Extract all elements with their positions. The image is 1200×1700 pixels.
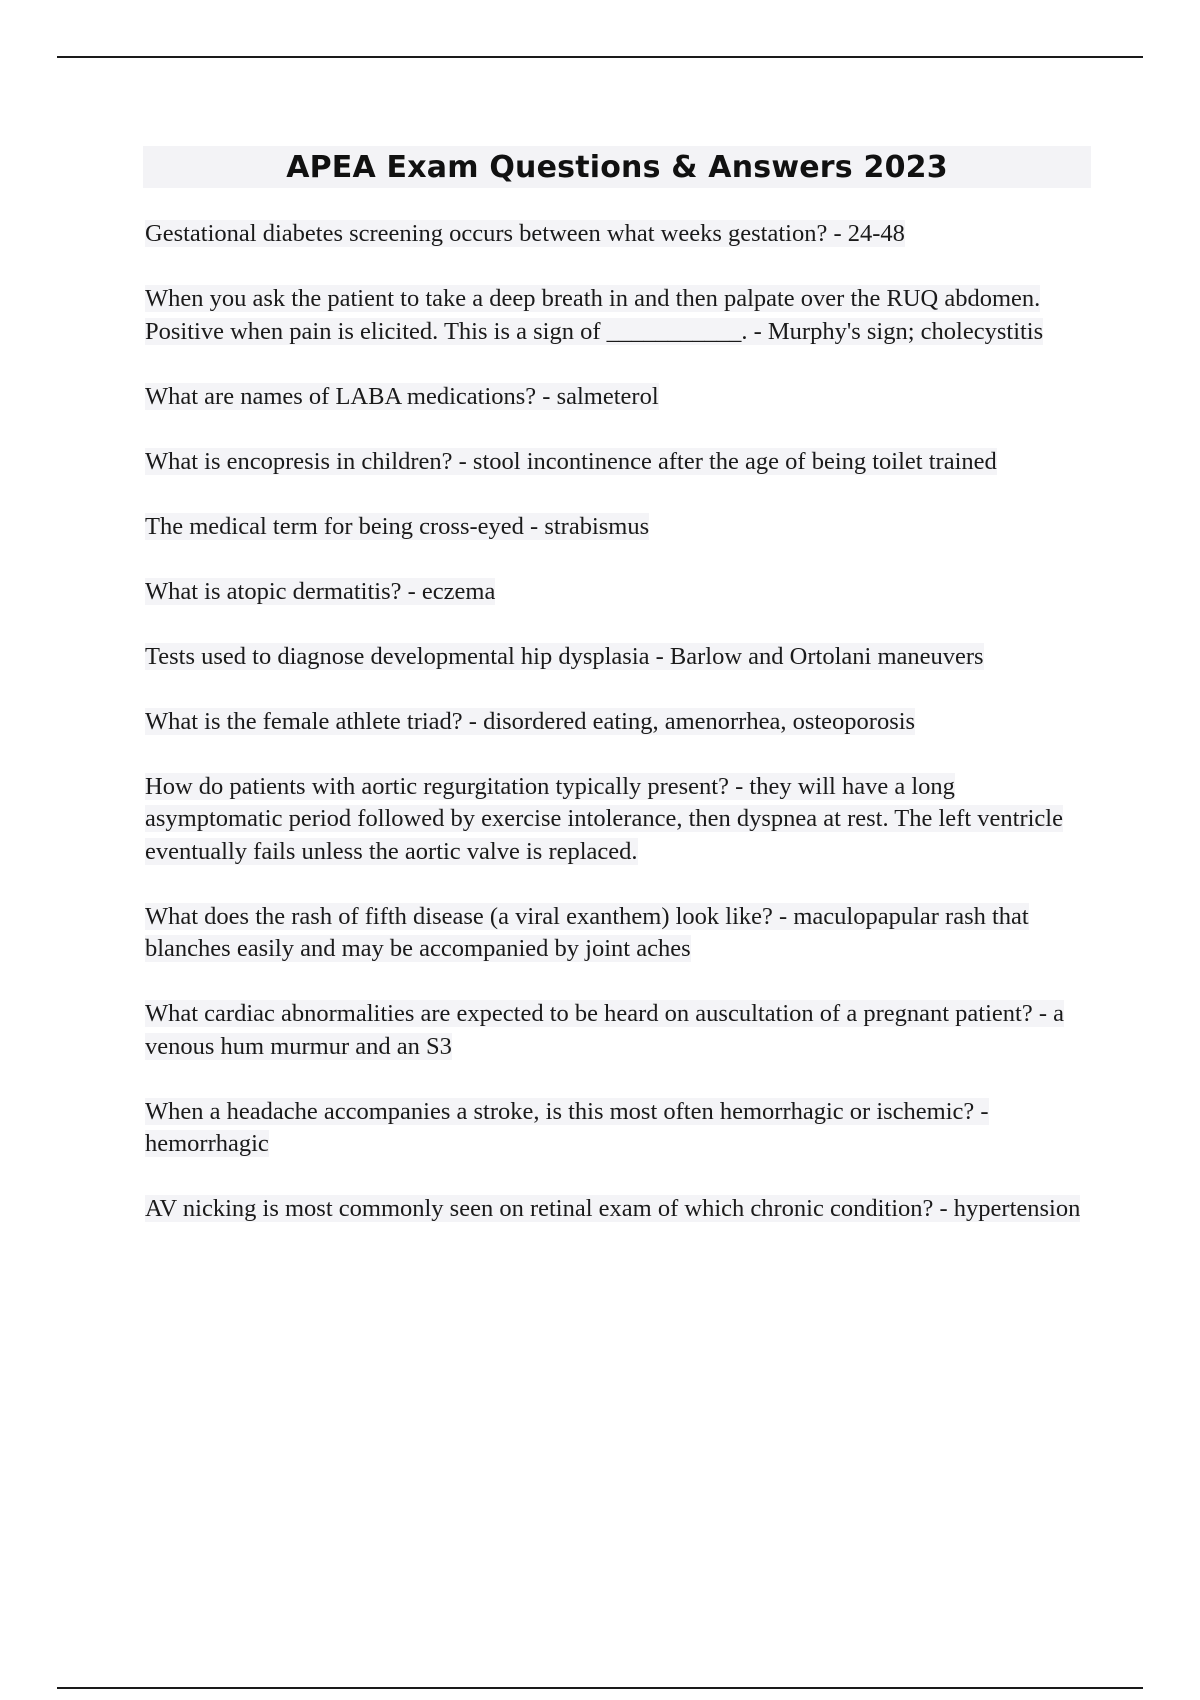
qa-item bbox=[145, 1096, 1095, 1161]
qa-item bbox=[145, 1193, 1095, 1226]
qa-text: When you ask the patient to take a deep breath in and then palpate over the RUQ abdomen. Positive when pain is elicited. This is a sign of ___________. - Murphy's sign; cholecystitis bbox=[145, 285, 1044, 345]
title-band bbox=[143, 146, 1091, 188]
qa-item bbox=[145, 998, 1095, 1063]
qa-item bbox=[145, 511, 1095, 544]
qa-text: Gestational diabetes screening occurs between what weeks gestation? - 24-48 bbox=[145, 220, 905, 247]
qa-item bbox=[145, 641, 1095, 674]
qa-item bbox=[145, 381, 1095, 414]
qa-text: AV nicking is most commonly seen on retinal exam of which chronic condition? - hypertension bbox=[145, 1195, 1081, 1222]
qa-item bbox=[145, 901, 1095, 966]
qa-text: What is the female athlete triad? - disordered eating, amenorrhea, osteoporosis bbox=[145, 707, 916, 735]
qa-item bbox=[145, 576, 1095, 609]
qa-item bbox=[145, 446, 1095, 479]
qa-text: The medical term for being cross-eyed - strabismus bbox=[145, 512, 650, 540]
qa-item bbox=[145, 218, 1095, 251]
footer-divider bbox=[57, 1687, 1143, 1689]
qa-text: What does the rash of fifth disease (a viral exanthem) look like? - maculopapular rash that blanches easily and may be accompanied by joint aches bbox=[145, 902, 1029, 962]
qa-text: How do patients with aortic regurgitation typically present? - they will have a long asymptomatic period followed by exercise intolerance, then dyspnea at rest. The left ventricle eventually fails unless the aortic valve is replaced. bbox=[145, 772, 1063, 865]
qa-text: When a headache accompanies a stroke, is this most often hemorrhagic or ischemic? - hemorrhagic bbox=[145, 1097, 989, 1157]
qa-item bbox=[145, 706, 1095, 739]
qa-text: Tests used to diagnose developmental hip dysplasia - Barlow and Ortolani maneuvers bbox=[145, 642, 984, 670]
qa-item bbox=[145, 771, 1095, 869]
qa-text: What is atopic dermatitis? - eczema bbox=[145, 577, 496, 605]
qa-text: What are names of LABA medications? - salmeterol bbox=[145, 382, 659, 410]
qa-text: What cardiac abnormalities are expected to be heard on auscultation of a pregnant patient? - a venous hum murmur and an S3 bbox=[145, 1000, 1065, 1060]
qa-item bbox=[145, 283, 1095, 348]
header-divider bbox=[57, 56, 1143, 58]
qa-text: What is encopresis in children? - stool incontinence after the age of being toilet trained bbox=[145, 447, 997, 475]
qa-list bbox=[145, 218, 1095, 1258]
page-title: APEA Exam Questions & Answers 2023 bbox=[286, 149, 948, 185]
